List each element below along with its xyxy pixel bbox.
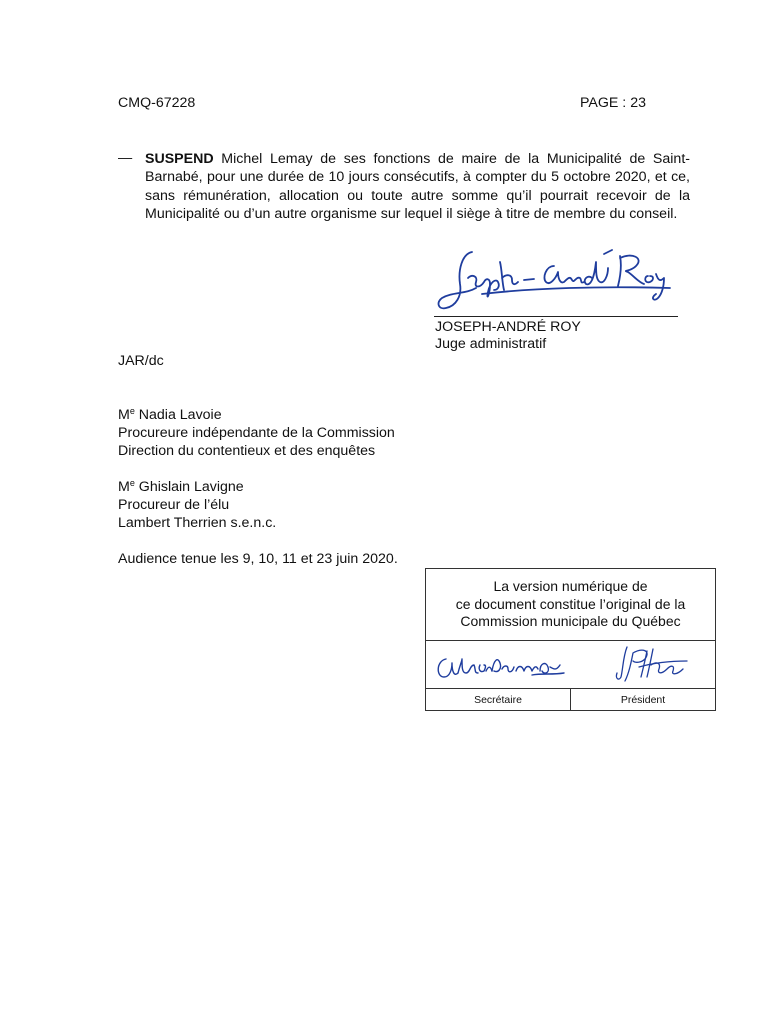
counsel-1-name bbox=[118, 407, 222, 424]
em-dash: — bbox=[118, 150, 133, 166]
counsel-1-role: Procureure indépendante de la Commission bbox=[118, 425, 395, 441]
judge-title: Juge administratif bbox=[435, 336, 547, 352]
counsel-2-organization: Lambert Therrien s.e.n.c. bbox=[118, 515, 277, 531]
judge-name: JOSEPH-ANDRÉ ROY bbox=[435, 319, 581, 335]
reference-initials: JAR/dc bbox=[118, 353, 164, 369]
dispositif-body bbox=[145, 150, 690, 224]
certification-line-3: Commission municipale du Québec bbox=[460, 613, 681, 629]
secretary-signature-icon bbox=[432, 651, 568, 685]
counsel-2-prefix: M bbox=[118, 479, 130, 495]
stamp-signature-row bbox=[426, 640, 715, 689]
president-signature-icon bbox=[611, 643, 691, 683]
signature-line bbox=[434, 316, 678, 317]
certification-line-1: La version numérique de bbox=[493, 578, 648, 594]
counsel-1-prefix: M bbox=[118, 407, 130, 423]
dispositif-verb: SUSPEND bbox=[145, 151, 214, 167]
counsel-2-name bbox=[118, 479, 244, 496]
counsel-1-prefix-sup: e bbox=[129, 406, 135, 416]
dispositif-paragraph bbox=[118, 150, 690, 224]
counsel-1-organization: Direction du contentieux et des enquêtes bbox=[118, 443, 376, 459]
case-number: CMQ-67228 bbox=[118, 95, 196, 111]
page-number: PAGE : 23 bbox=[580, 95, 646, 111]
secretary-label: Secrétaire bbox=[426, 689, 571, 711]
certification-text bbox=[426, 569, 715, 631]
certification-stamp bbox=[425, 568, 716, 711]
counsel-2-role: Procureur de l’élu bbox=[118, 497, 230, 513]
counsel-2-surname: Ghislain Lavigne bbox=[134, 479, 244, 495]
counsel-2-prefix-sup: e bbox=[129, 478, 135, 488]
judge-signature-icon bbox=[432, 248, 672, 316]
president-label: Président bbox=[620, 694, 666, 706]
certification-line-2: ce document constitue l’original de la bbox=[455, 595, 686, 612]
dispositif-text: Michel Lemay de ses fonctions de maire de la Municipalité de Saint-Barnabé, pour une durée de 10 jours consécutifs, à compter du 5 octobre 2020, et ce, sans rémunération, allocation ou toute autre somme qu’il pourrait recevoir de la Municipalité ou d’un autre organisme sur lequel il siège à titre de membre du conseil. bbox=[145, 151, 690, 223]
hearing-dates: Audience tenue les 9, 10, 11 et 23 juin 2020. bbox=[118, 551, 398, 567]
stamp-labels bbox=[426, 688, 715, 711]
counsel-1-surname: Nadia Lavoie bbox=[134, 407, 222, 423]
